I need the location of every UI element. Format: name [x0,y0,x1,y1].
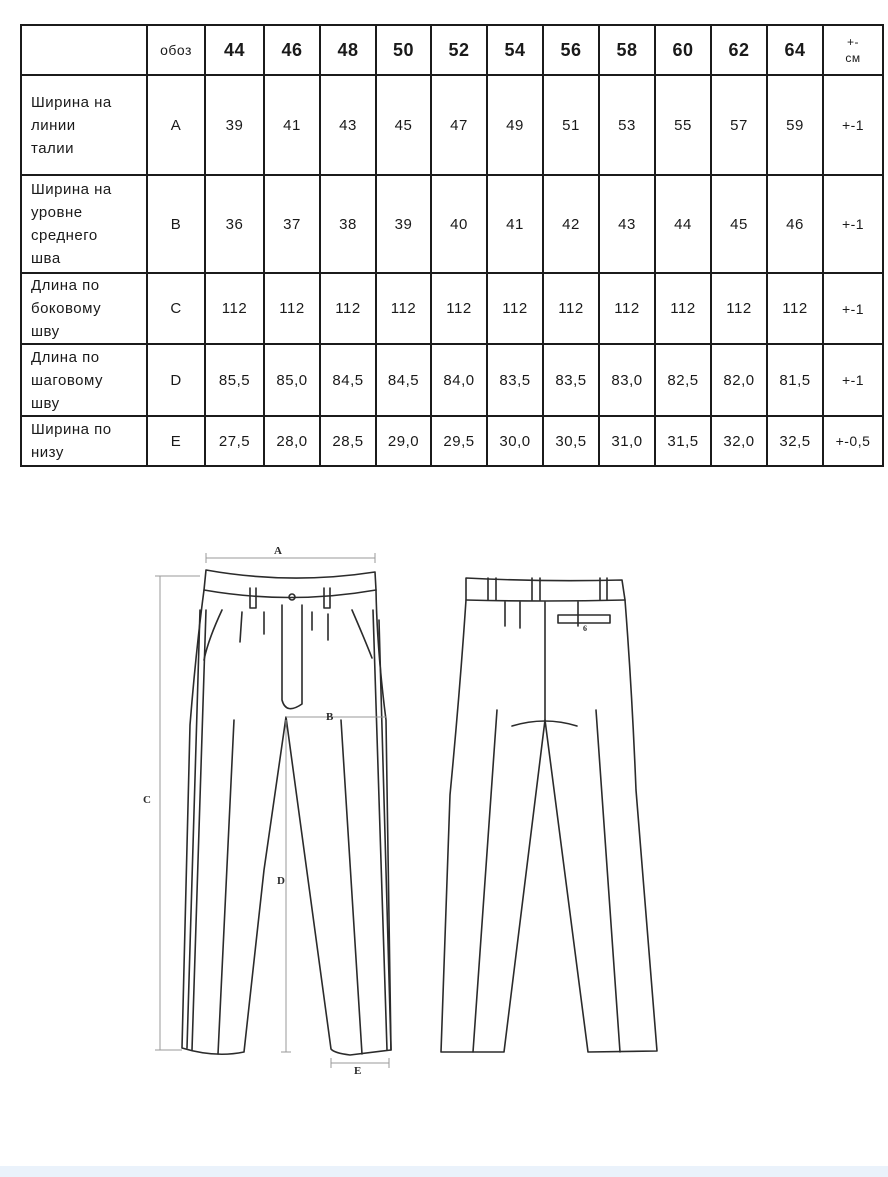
measurement-value-cell: 112 [487,273,543,344]
measurement-value-cell: 83,0 [599,344,655,416]
parameter-name-line: линии [31,116,76,134]
measurement-value-cell: 31,5 [655,416,711,466]
measurement-value-cell: 32,0 [711,416,767,466]
dimension-label-d: D [277,875,285,887]
front-crease-right [341,720,362,1054]
size-header: 50 [376,25,431,75]
measurement-value-cell: 28,0 [264,416,320,466]
measurement-value-cell: 40 [431,175,487,273]
measurement-value-cell: 41 [487,175,543,273]
back-waistband [466,600,625,601]
tolerance-cell: +-1 [823,273,883,344]
tolerance-header-top: +- [846,35,859,49]
size-header: 48 [320,25,376,75]
parameter-name-line: шва [31,250,61,267]
back-crease-right [596,710,620,1052]
table-row [21,175,883,273]
bottom-border-strip [0,1166,888,1177]
dimension-label-a: A [274,545,282,557]
front-left-pocket [204,610,222,660]
measurement-value-cell: 37 [264,175,320,273]
front-belt-loop [250,588,256,608]
parameter-name-cell [21,416,147,466]
corner-cell [21,25,147,75]
size-chart-table [20,24,884,467]
measurement-value-cell: 39 [376,175,431,273]
dimension-label-e: E [354,1065,362,1077]
measurement-value-cell: 53 [599,75,655,175]
measurement-value-cell: 41 [264,75,320,175]
back-belt-loop [532,578,540,600]
parameter-name-cell [21,175,147,273]
parameter-name-line: среднего [31,227,98,244]
back-welt-pocket [558,615,610,623]
back-trousers-outline [441,578,657,1052]
table-row [21,273,883,344]
dimension-label-b: B [326,711,334,723]
measurement-value-cell: 38 [320,175,376,273]
measurement-value-cell: 82,5 [655,344,711,416]
measurement-value-cell: 112 [376,273,431,344]
front-crease-left [218,720,234,1054]
parameter-name-line: Ширина на [31,93,112,111]
size-header: 62 [711,25,767,75]
dimension-line-a [206,553,375,563]
parameter-name-line: шву [31,323,60,340]
parameter-name-line: Ширина по [31,421,112,438]
front-waistband [204,590,376,598]
parameter-name-line: уровне [31,204,83,221]
front-belt-loop [324,588,330,608]
measurement-value-cell: 43 [320,75,376,175]
measurement-value-cell: 112 [264,273,320,344]
measurement-value-cell: 55 [655,75,711,175]
parameter-name-cell [21,75,147,175]
measurement-value-cell: 29,0 [376,416,431,466]
back-belt-loop [600,578,607,600]
size-header: 64 [767,25,823,75]
front-fly [282,605,302,709]
size-header: 56 [543,25,599,75]
measurement-code-cell: C [147,273,205,344]
parameter-name-line: Длина по [31,277,100,294]
front-pleat [240,612,328,642]
measurement-value-cell: 83,5 [543,344,599,416]
measurement-value-cell: 46 [767,175,823,273]
parameter-name-line: низу [31,444,64,461]
tolerance-header-bottom: см [845,51,861,65]
tolerance-cell: +-1 [823,344,883,416]
measurement-value-cell: 59 [767,75,823,175]
measurement-value-cell: 112 [711,273,767,344]
parameter-name-line: боковому [31,300,102,317]
measurement-value-cell: 43 [599,175,655,273]
measurement-value-cell: 32,5 [767,416,823,466]
back-belt-loop [488,578,496,600]
dimension-label-c: C [143,794,151,806]
measurement-value-cell: 57 [711,75,767,175]
measurement-value-cell: 85,0 [264,344,320,416]
measurement-value-cell: 112 [205,273,264,344]
measurement-value-cell: 112 [599,273,655,344]
table-row [21,75,883,175]
measurement-value-cell: 81,5 [767,344,823,416]
table-row [21,344,883,416]
measurement-value-cell: 45 [376,75,431,175]
parameter-name-line: шаговому [31,371,103,389]
parameter-name-line: шву [31,394,60,412]
trousers-technical-drawing [0,530,888,1090]
measurement-value-cell: 84,5 [376,344,431,416]
measurement-code-cell: D [147,344,205,416]
size-header: 44 [205,25,264,75]
measurement-value-cell: 36 [205,175,264,273]
measurement-value-cell: 112 [655,273,711,344]
code-column-header: обоз [147,25,205,75]
parameter-name-line: талии [31,139,75,157]
measurement-value-cell: 84,0 [431,344,487,416]
measurement-code-cell: A [147,75,205,175]
front-side-stripe [187,610,206,1050]
table-row [21,416,883,466]
parameter-name-cell [21,344,147,416]
measurement-code-cell: E [147,416,205,466]
measurement-value-cell: 112 [431,273,487,344]
measurement-value-cell: 27,5 [205,416,264,466]
measurement-value-cell: 84,5 [320,344,376,416]
parameter-name-line: Ширина на [31,181,112,198]
measurement-value-cell: 28,5 [320,416,376,466]
measurement-value-cell: 82,0 [711,344,767,416]
measurement-value-cell: 51 [543,75,599,175]
measurement-value-cell: 47 [431,75,487,175]
size-header: 54 [487,25,543,75]
table-header-row [21,25,883,75]
measurement-value-cell: 30,0 [487,416,543,466]
measurement-value-cell: 39 [205,75,264,175]
measurement-value-cell: 49 [487,75,543,175]
size-header: 60 [655,25,711,75]
measurement-value-cell: 45 [711,175,767,273]
measurement-code-cell: B [147,175,205,273]
measurement-value-cell: 85,5 [205,344,264,416]
size-header: 46 [264,25,320,75]
measurement-value-cell: 42 [543,175,599,273]
measurement-value-cell: 44 [655,175,711,273]
measurement-value-cell: 112 [543,273,599,344]
tolerance-cell: +-1 [823,75,883,175]
measurement-value-cell: 31,0 [599,416,655,466]
measurement-value-cell: 29,5 [431,416,487,466]
tolerance-cell: +-1 [823,175,883,273]
tolerance-cell: +-0,5 [823,416,883,466]
parameter-name-line: Длина по [31,348,100,366]
measurement-value-cell: 30,5 [543,416,599,466]
size-header: 52 [431,25,487,75]
pocket-label: 6 [583,624,587,633]
measurement-value-cell: 112 [320,273,376,344]
back-crease-left [473,710,497,1052]
measurement-value-cell: 112 [767,273,823,344]
size-header: 58 [599,25,655,75]
measurement-value-cell: 83,5 [487,344,543,416]
parameter-name-cell [21,273,147,344]
front-right-pocket [352,610,372,658]
tolerance-column-header [823,25,883,75]
